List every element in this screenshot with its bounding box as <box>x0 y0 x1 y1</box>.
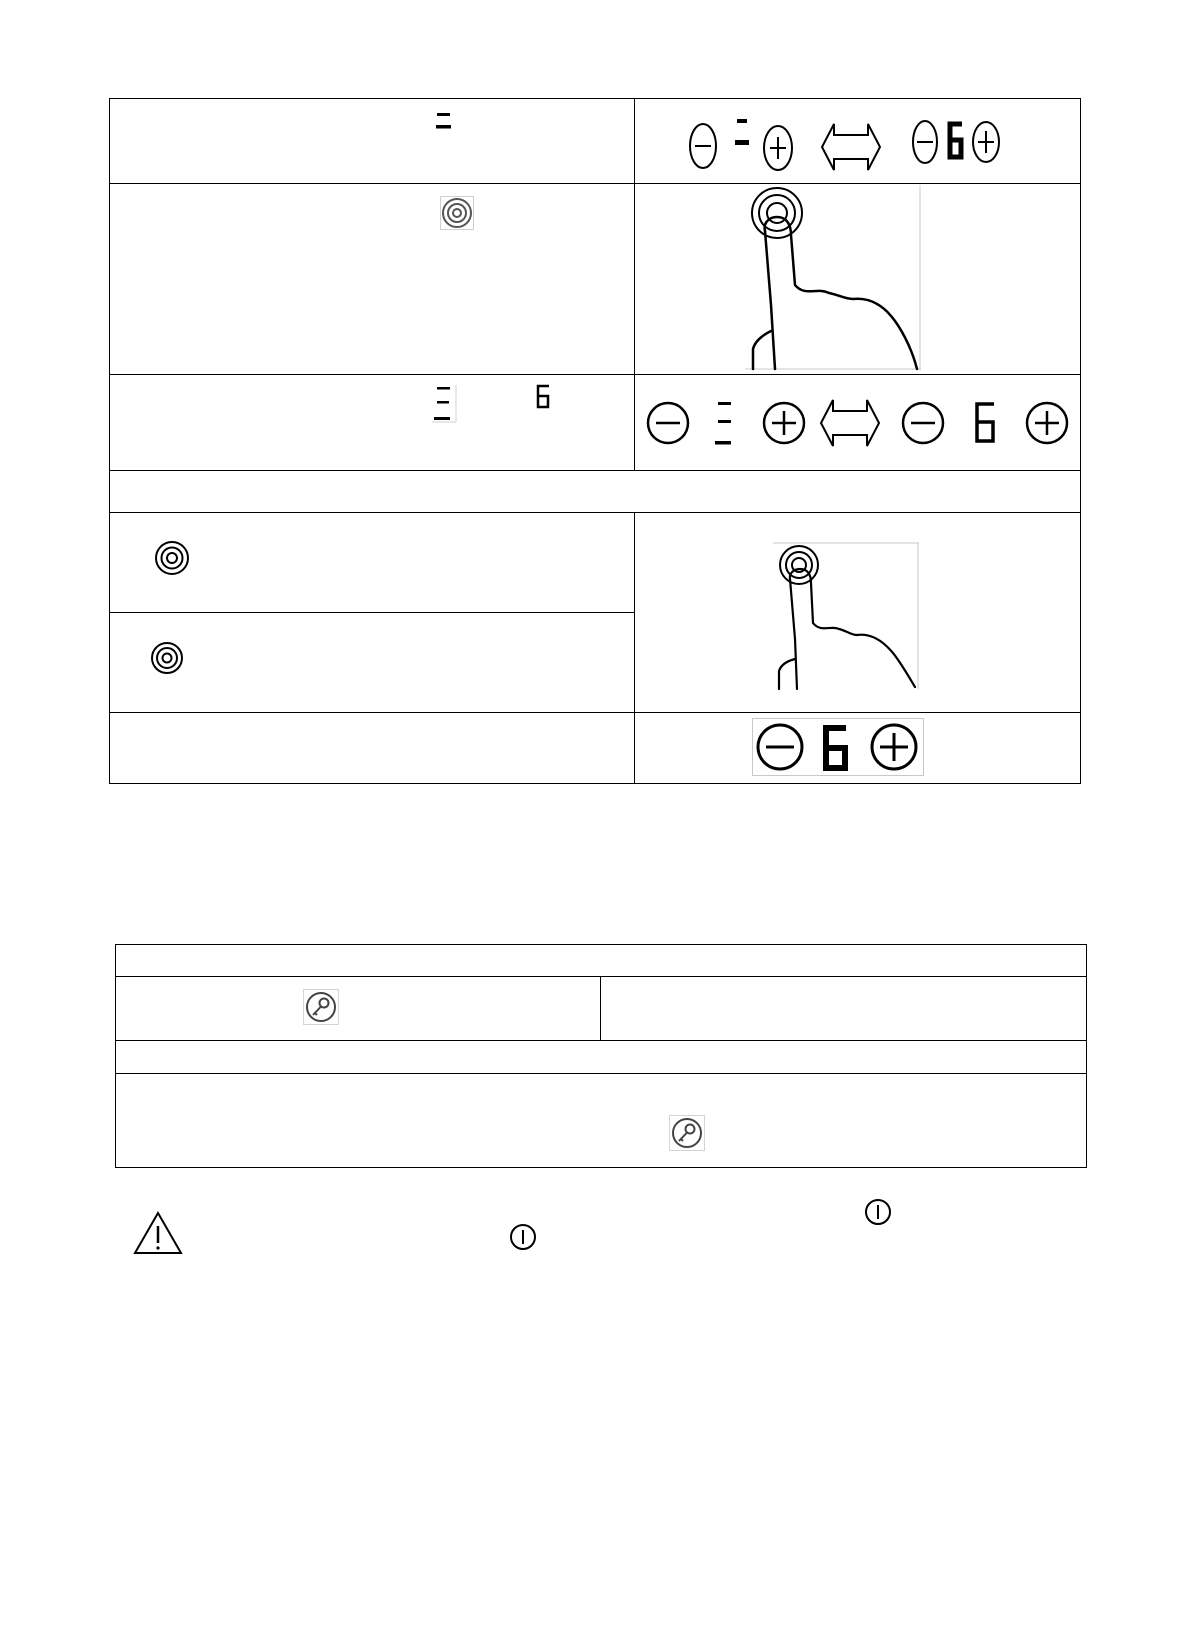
boost-target-icon <box>150 641 184 675</box>
warning-triangle-icon <box>132 1210 184 1256</box>
plus-icon <box>762 123 794 173</box>
table-row <box>635 513 1080 712</box>
power-icon <box>509 1223 537 1251</box>
table-row <box>110 713 634 783</box>
display-figure <box>752 718 924 776</box>
minus-icon <box>688 121 718 171</box>
plus-icon <box>971 119 1001 165</box>
table-row <box>110 471 1080 512</box>
table-row <box>635 184 1080 374</box>
minus-icon <box>900 400 946 446</box>
double-arrow-icon <box>820 121 882 173</box>
table-row <box>635 375 1080 470</box>
power-icon <box>864 1198 892 1226</box>
finger-press-icon <box>745 185 921 370</box>
table-row <box>601 977 1086 1040</box>
table-row <box>110 375 634 470</box>
key-lock-icon <box>669 1115 705 1151</box>
boost-target-icon <box>440 196 474 230</box>
digit-6-icon <box>944 121 966 163</box>
table-row <box>110 184 634 374</box>
key-lock-icon <box>303 989 339 1025</box>
table-row <box>110 513 634 612</box>
level-bars-icon <box>432 385 458 423</box>
plus-icon <box>872 725 916 769</box>
digit-6-icon <box>534 384 552 410</box>
level-dash-icon <box>434 111 454 133</box>
plus-icon <box>1024 400 1070 446</box>
table-row <box>635 99 1080 183</box>
table-row <box>116 1074 1086 1167</box>
minus-icon <box>645 400 691 446</box>
table-row <box>116 1041 1086 1073</box>
warning-note <box>120 1190 1080 1260</box>
minus-icon <box>758 725 802 769</box>
minus-icon <box>911 118 939 166</box>
double-arrow-icon <box>819 397 881 449</box>
level-bars-icon <box>713 400 735 448</box>
table-row <box>116 977 600 1040</box>
table-row <box>635 713 1080 783</box>
digit-6-icon <box>971 401 999 447</box>
finger-press-icon <box>773 543 919 689</box>
level-dash-icon <box>733 118 751 158</box>
table-row <box>110 613 634 712</box>
table-row <box>110 99 634 183</box>
plus-icon <box>761 400 807 446</box>
digit-6-icon <box>826 728 846 768</box>
table-row <box>116 945 1086 976</box>
boost-target-icon <box>154 540 190 576</box>
